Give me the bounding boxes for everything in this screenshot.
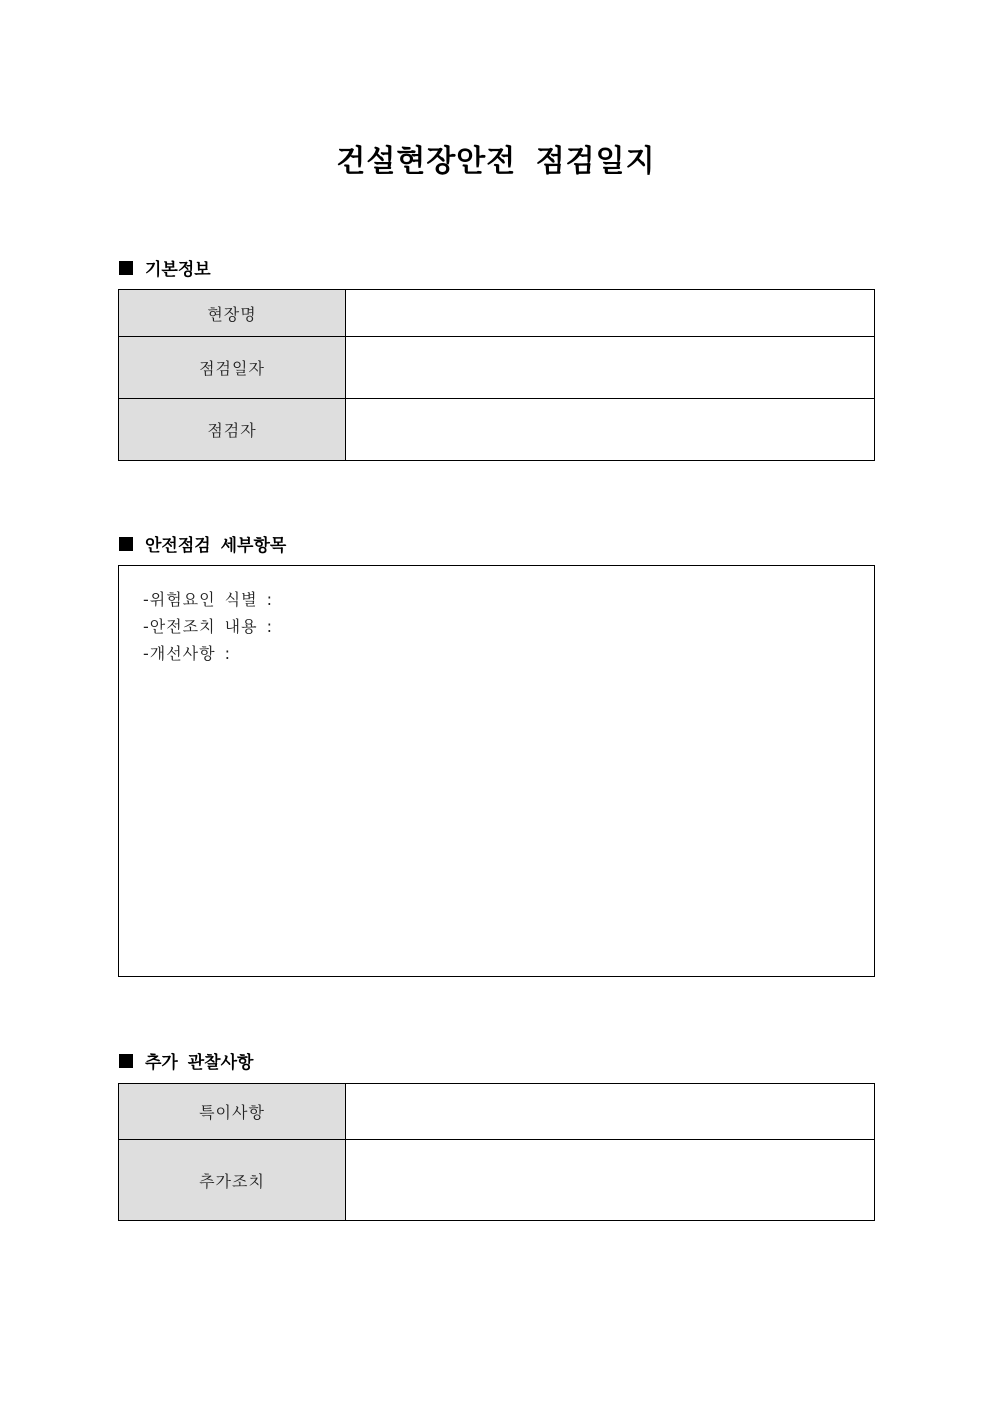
square-bullet-icon [119,1054,133,1068]
section-heading-label: 기본정보 [145,260,211,280]
special-notes-label: 특이사항 [119,1084,346,1140]
section-heading-label: 추가 관찰사항 [145,1053,254,1073]
section-heading-inspection-details [119,531,286,556]
safety-measures-line: -안전조치 내용 : [143,617,274,636]
hazard-identification-line: -위험요인 식별 : [143,590,274,609]
site-name-label: 현장명 [119,290,346,337]
basic-info-table [118,289,875,461]
site-name-field[interactable] [346,290,875,337]
square-bullet-icon [119,261,133,275]
section-heading-additional [119,1048,253,1073]
section-heading-basic-info [119,255,211,280]
table-row [119,337,875,399]
inspection-date-field[interactable] [346,337,875,399]
inspector-label: 점검자 [119,399,346,461]
table-row [119,290,875,337]
inspection-details-box[interactable] [118,565,875,977]
special-notes-field[interactable] [346,1084,875,1140]
additional-actions-label: 추가조치 [119,1140,346,1221]
additional-table [118,1083,875,1221]
inspection-details-text [143,586,273,667]
section-heading-label: 안전점검 세부항목 [145,536,287,556]
improvements-line: -개선사항 : [143,644,232,663]
table-row [119,399,875,461]
page-title: 건설현장안전 점검일지 [336,144,656,179]
inspector-field[interactable] [346,399,875,461]
inspection-date-label: 점검일자 [119,337,346,399]
table-row [119,1140,875,1221]
square-bullet-icon [119,537,133,551]
table-row [119,1084,875,1140]
additional-actions-field[interactable] [346,1140,875,1221]
